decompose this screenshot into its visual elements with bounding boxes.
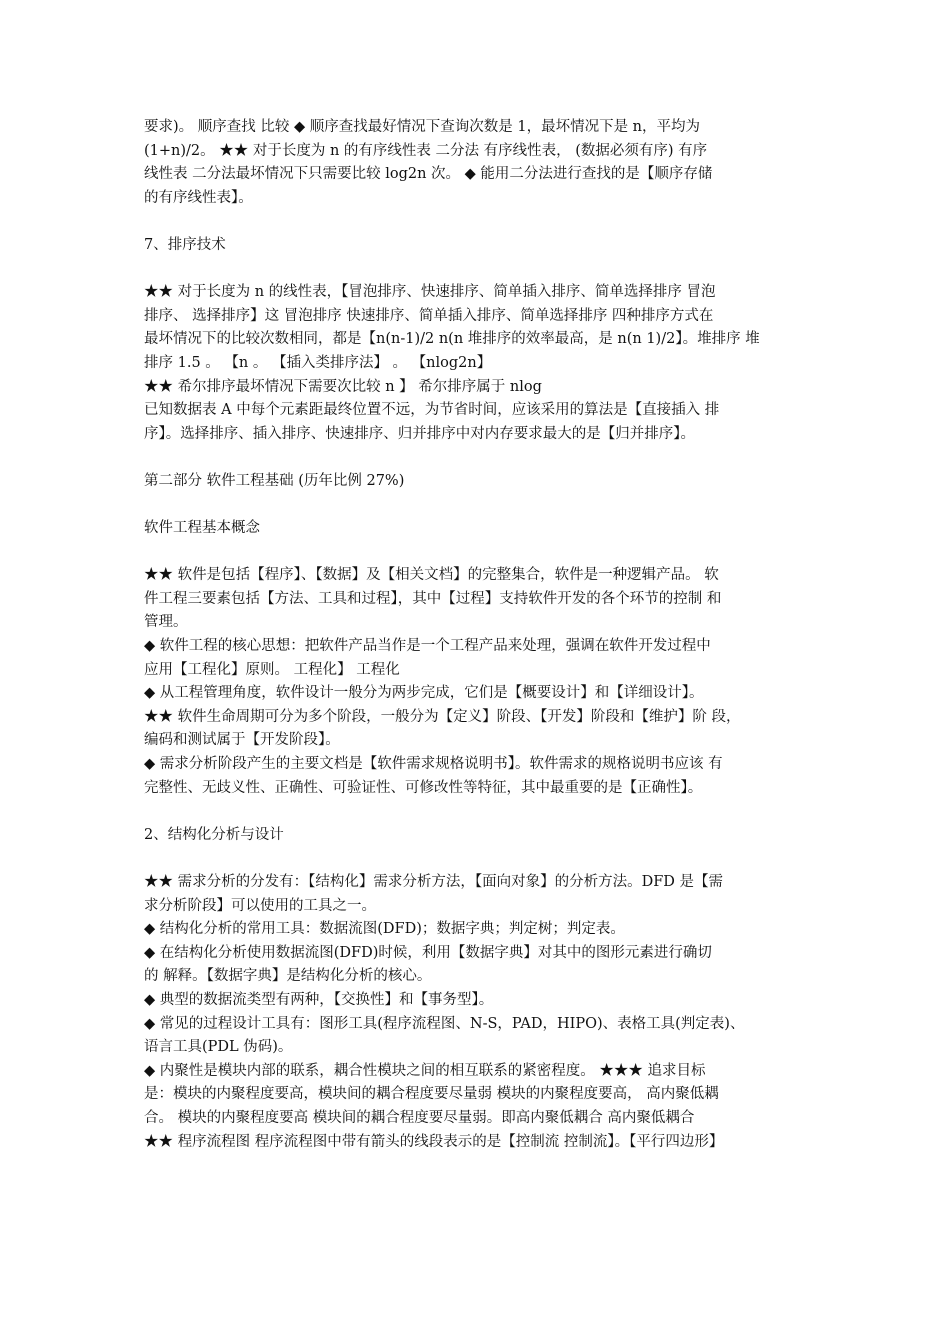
text-line: 序】。选择排序、插入排序、快速排序、归并排序中对内存要求最大的是【归并排序】。 [144, 425, 695, 442]
text-line: ★★ 需求分析的分发有：【结构化】需求分析方法，【面向对象】的分析方法。DFD 是【需 [144, 874, 724, 890]
paragraph-structured-analysis [144, 871, 812, 1154]
part-heading: 第二部分 软件工程基础 (历年比例 27%) [144, 472, 405, 489]
spacer [144, 847, 812, 871]
text-line: 语言工具(PDL 伪码)。 [144, 1039, 293, 1056]
paragraph-search [144, 116, 812, 210]
paragraph-software-engineering [144, 564, 812, 800]
text-line: 线性表 二分法最坏情况下只需要比较 log2n 次。 ◆ 能用二分法进行查找的是【顺序存储 [144, 166, 713, 183]
text-line: 应用【工程化】原则。 工程化】 工程化 [144, 661, 400, 678]
text-line: ◆ 需求分析阶段产生的主要文档是【软件需求规格说明书】。软件需求的规格说明书应该 有 [144, 756, 723, 773]
text-line: 要求)。 顺序查找 比较 ◆ 顺序查找最好情况下查询次数是 1，最坏情况下是 n，平均为 [144, 119, 701, 135]
text-line: 已知数据表 A 中每个元素距最终位置不远，为节省时间，应该采用的算法是【直接插入 排 [144, 402, 720, 419]
text-line: 最坏情况下的比较次数相同，都是【n(n-1)/2 n(n 堆排序的效率最高，是 n(n 1)/2】。堆排序 堆 [144, 331, 760, 348]
text-line: ◆ 软件工程的核心思想：把软件产品当作是一个工程产品来处理，强调在软件开发过程中 [144, 638, 711, 655]
text-line: 是：模块的内聚程度要高，模块间的耦合程度要尽量弱 模块的内聚程度要高， 高内聚低耦 [144, 1086, 719, 1103]
text-line: 管理。 [144, 614, 188, 631]
section-heading: 2、结构化分析与设计 [144, 826, 284, 843]
text-line: 合。 模块的内聚程度要高 模块间的耦合程度要尽量弱。即高内聚低耦合 高内聚低耦合 [144, 1109, 695, 1126]
document-content [144, 116, 812, 1154]
paragraph-sorting [144, 281, 812, 446]
spacer [144, 800, 812, 824]
text-line: 的 解释。【数据字典】是结构化分析的核心。 [144, 968, 432, 985]
text-line: ★★ 希尔排序最坏情况下需要次比较 n 】 希尔排序属于 nlog [144, 378, 542, 395]
spacer [144, 541, 812, 565]
text-line: 排序、 选择排序】这 冒泡排序 快速排序、简单插入排序、简单选择排序 四种排序方式在 [144, 307, 714, 324]
text-line: 件工程三要素包括【方法、工具和过程】，其中【过程】支持软件开发的各个环节的控制 和 [144, 590, 722, 607]
text-line: ◆ 在结构化分析使用数据流图(DFD)时候，利用【数据字典】对其中的图形元素进行确切 [144, 944, 712, 961]
spacer [144, 446, 812, 470]
text-line: ★★ 对于长度为 n 的线性表，【冒泡排序、快速排序、简单插入排序、简单选择排序 冒泡 [144, 284, 716, 301]
text-line: 的有序线性表】。 [144, 189, 253, 206]
section-heading: 7、排序技术 [144, 236, 226, 253]
text-line: ★★ 软件生命周期可分为多个阶段，一般分为【定义】阶段、【开发】阶段和【维护】阶 段， [144, 708, 741, 725]
text-line: (1+n)/2。 ★★ 对于长度为 n 的有序线性表 二分法 有序线性表， (数据必须有序) 有序 [144, 142, 708, 159]
spacer [144, 210, 812, 234]
section-heading: 软件工程基本概念 [144, 520, 260, 537]
text-line: ★★ 软件是包括【程序】、【数据】及【相关文档】的完整集合，软件是一种逻辑产品。 软 [144, 567, 719, 584]
text-line: ◆ 常见的过程设计工具有：图形工具(程序流程图、N-S，PAD，HIPO)、表格工具(判定表)、 [144, 1015, 745, 1032]
text-line: ★★ 程序流程图 程序流程图中带有箭头的线段表示的是【控制流 控制流】。【平行四边形】 [144, 1133, 724, 1150]
text-line: ◆ 结构化分析的常用工具：数据流图(DFD)；数据字典；判定树；判定表。 [144, 921, 625, 938]
text-line: 排序 1.5 。 【n 。 【插入类排序法】 。 【nlog2n】 [144, 354, 492, 371]
text-line: ◆ 典型的数据流类型有两种，【交换性】和【事务型】。 [144, 991, 494, 1008]
text-line: ◆ 从工程管理角度，软件设计一般分为两步完成，它们是【概要设计】和【详细设计】。 [144, 685, 704, 702]
text-line: 完整性、无歧义性、正确性、可验证性、可修改性等特征，其中最重要的是【正确性】。 [144, 779, 703, 796]
spacer [144, 258, 812, 282]
text-line: ◆ 内聚性是模块内部的联系，耦合性模块之间的相互联系的紧密程度。 ★★★ 追求目标 [144, 1062, 706, 1079]
text-line: 求分析阶段】可以使用的工具之一。 [144, 897, 376, 914]
spacer [144, 494, 812, 518]
text-line: 编码和测试属于【开发阶段】。 [144, 732, 340, 749]
